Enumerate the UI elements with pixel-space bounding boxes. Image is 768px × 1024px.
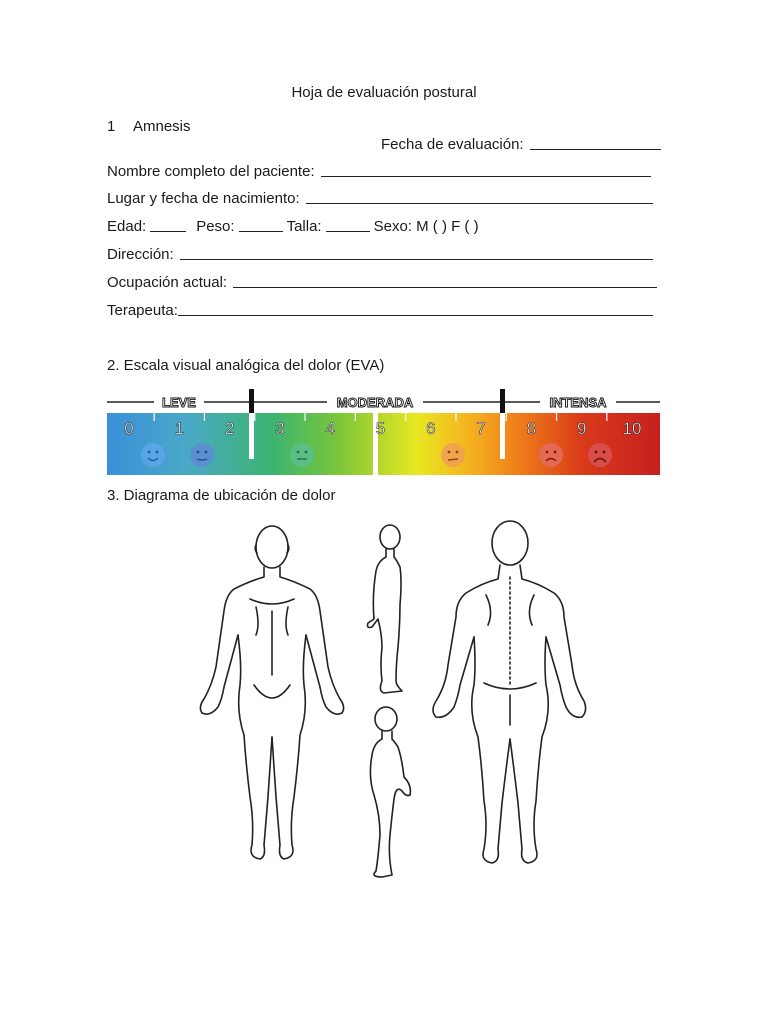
fecha-evaluacion-label: Fecha de evaluación: [381,136,524,153]
lugar-nacimiento-label: Lugar y fecha de nacimiento: [107,190,300,207]
ocupacion-blank[interactable] [233,275,657,288]
eva-label-moderada: MODERADA [336,395,414,410]
lugar-nacimiento-field[interactable] [107,190,659,207]
eva-divider-2 [500,389,505,413]
back-body-figure[interactable] [433,521,586,863]
eva-number-0: 0 [124,419,134,438]
eva-pain-scale [107,383,660,475]
eva-number-6: 6 [426,419,436,438]
eva-number-7: 7 [476,419,486,438]
ocupacion-field[interactable] [107,274,659,291]
terapeuta-field[interactable] [107,302,659,319]
direccion-blank[interactable] [180,247,653,260]
face-neutral-orange-icon [441,443,465,467]
eva-label-intensa: INTENSA [549,395,607,410]
terapeuta-label: Terapeuta: [107,302,178,319]
talla-label: Talla: [286,218,322,235]
eva-number-5: 5 [375,419,386,438]
face-sad-icon [539,443,563,467]
peso-label: Peso: [196,218,235,235]
face-happy-icon [141,443,165,467]
eva-gap-1 [249,413,254,459]
edad-blank[interactable] [150,219,186,232]
eva-divider-1 [249,389,254,413]
ocupacion-label: Ocupación actual: [107,274,228,291]
side-body-figure-top[interactable] [368,525,403,693]
section-1-title: Amnesis [133,118,191,135]
eva-gap-2 [500,413,505,459]
section-1-heading [107,118,191,135]
eva-number-8: 8 [526,419,537,438]
section-2-title: 2. Escala visual analógica del dolor (EVA) [107,357,385,374]
nombre-field[interactable] [107,163,659,180]
body-pain-diagram [190,515,590,895]
edad-label: Edad: [107,218,147,235]
edad-peso-talla-sexo-row [107,218,479,235]
nombre-blank[interactable] [321,164,651,177]
eva-number-1: 1 [174,419,185,438]
lugar-nacimiento-blank[interactable] [306,191,653,204]
terapeuta-blank[interactable] [178,303,653,316]
fecha-evaluacion-blank[interactable] [530,137,661,150]
nombre-label: Nombre completo del paciente: [107,163,315,180]
document-title: Hoja de evaluación postural [291,84,477,101]
talla-blank[interactable] [326,219,370,232]
peso-blank[interactable] [239,219,283,232]
sexo-label: Sexo: M ( ) F ( ) [373,218,479,235]
side-body-figure-bottom[interactable] [370,707,410,877]
direccion-label: Dirección: [107,246,174,263]
eva-number-10: 10 [622,419,642,438]
section-3-title: 3. Diagrama de ubicación de dolor [107,487,336,504]
section-1-number: 1 [107,118,116,135]
eva-number-4: 4 [325,419,335,438]
eva-number-3: 3 [275,419,285,438]
eva-number-2: 2 [224,419,235,438]
front-body-figure[interactable] [200,526,343,859]
face-slight-smile-icon [190,443,214,467]
face-very-sad-icon [588,443,612,467]
face-neutral-green-icon [290,443,314,467]
eva-label-leve: LEVE [162,395,196,410]
fecha-evaluacion-field[interactable] [381,136,661,153]
eva-number-9: 9 [576,419,587,438]
direccion-field[interactable] [107,246,659,263]
